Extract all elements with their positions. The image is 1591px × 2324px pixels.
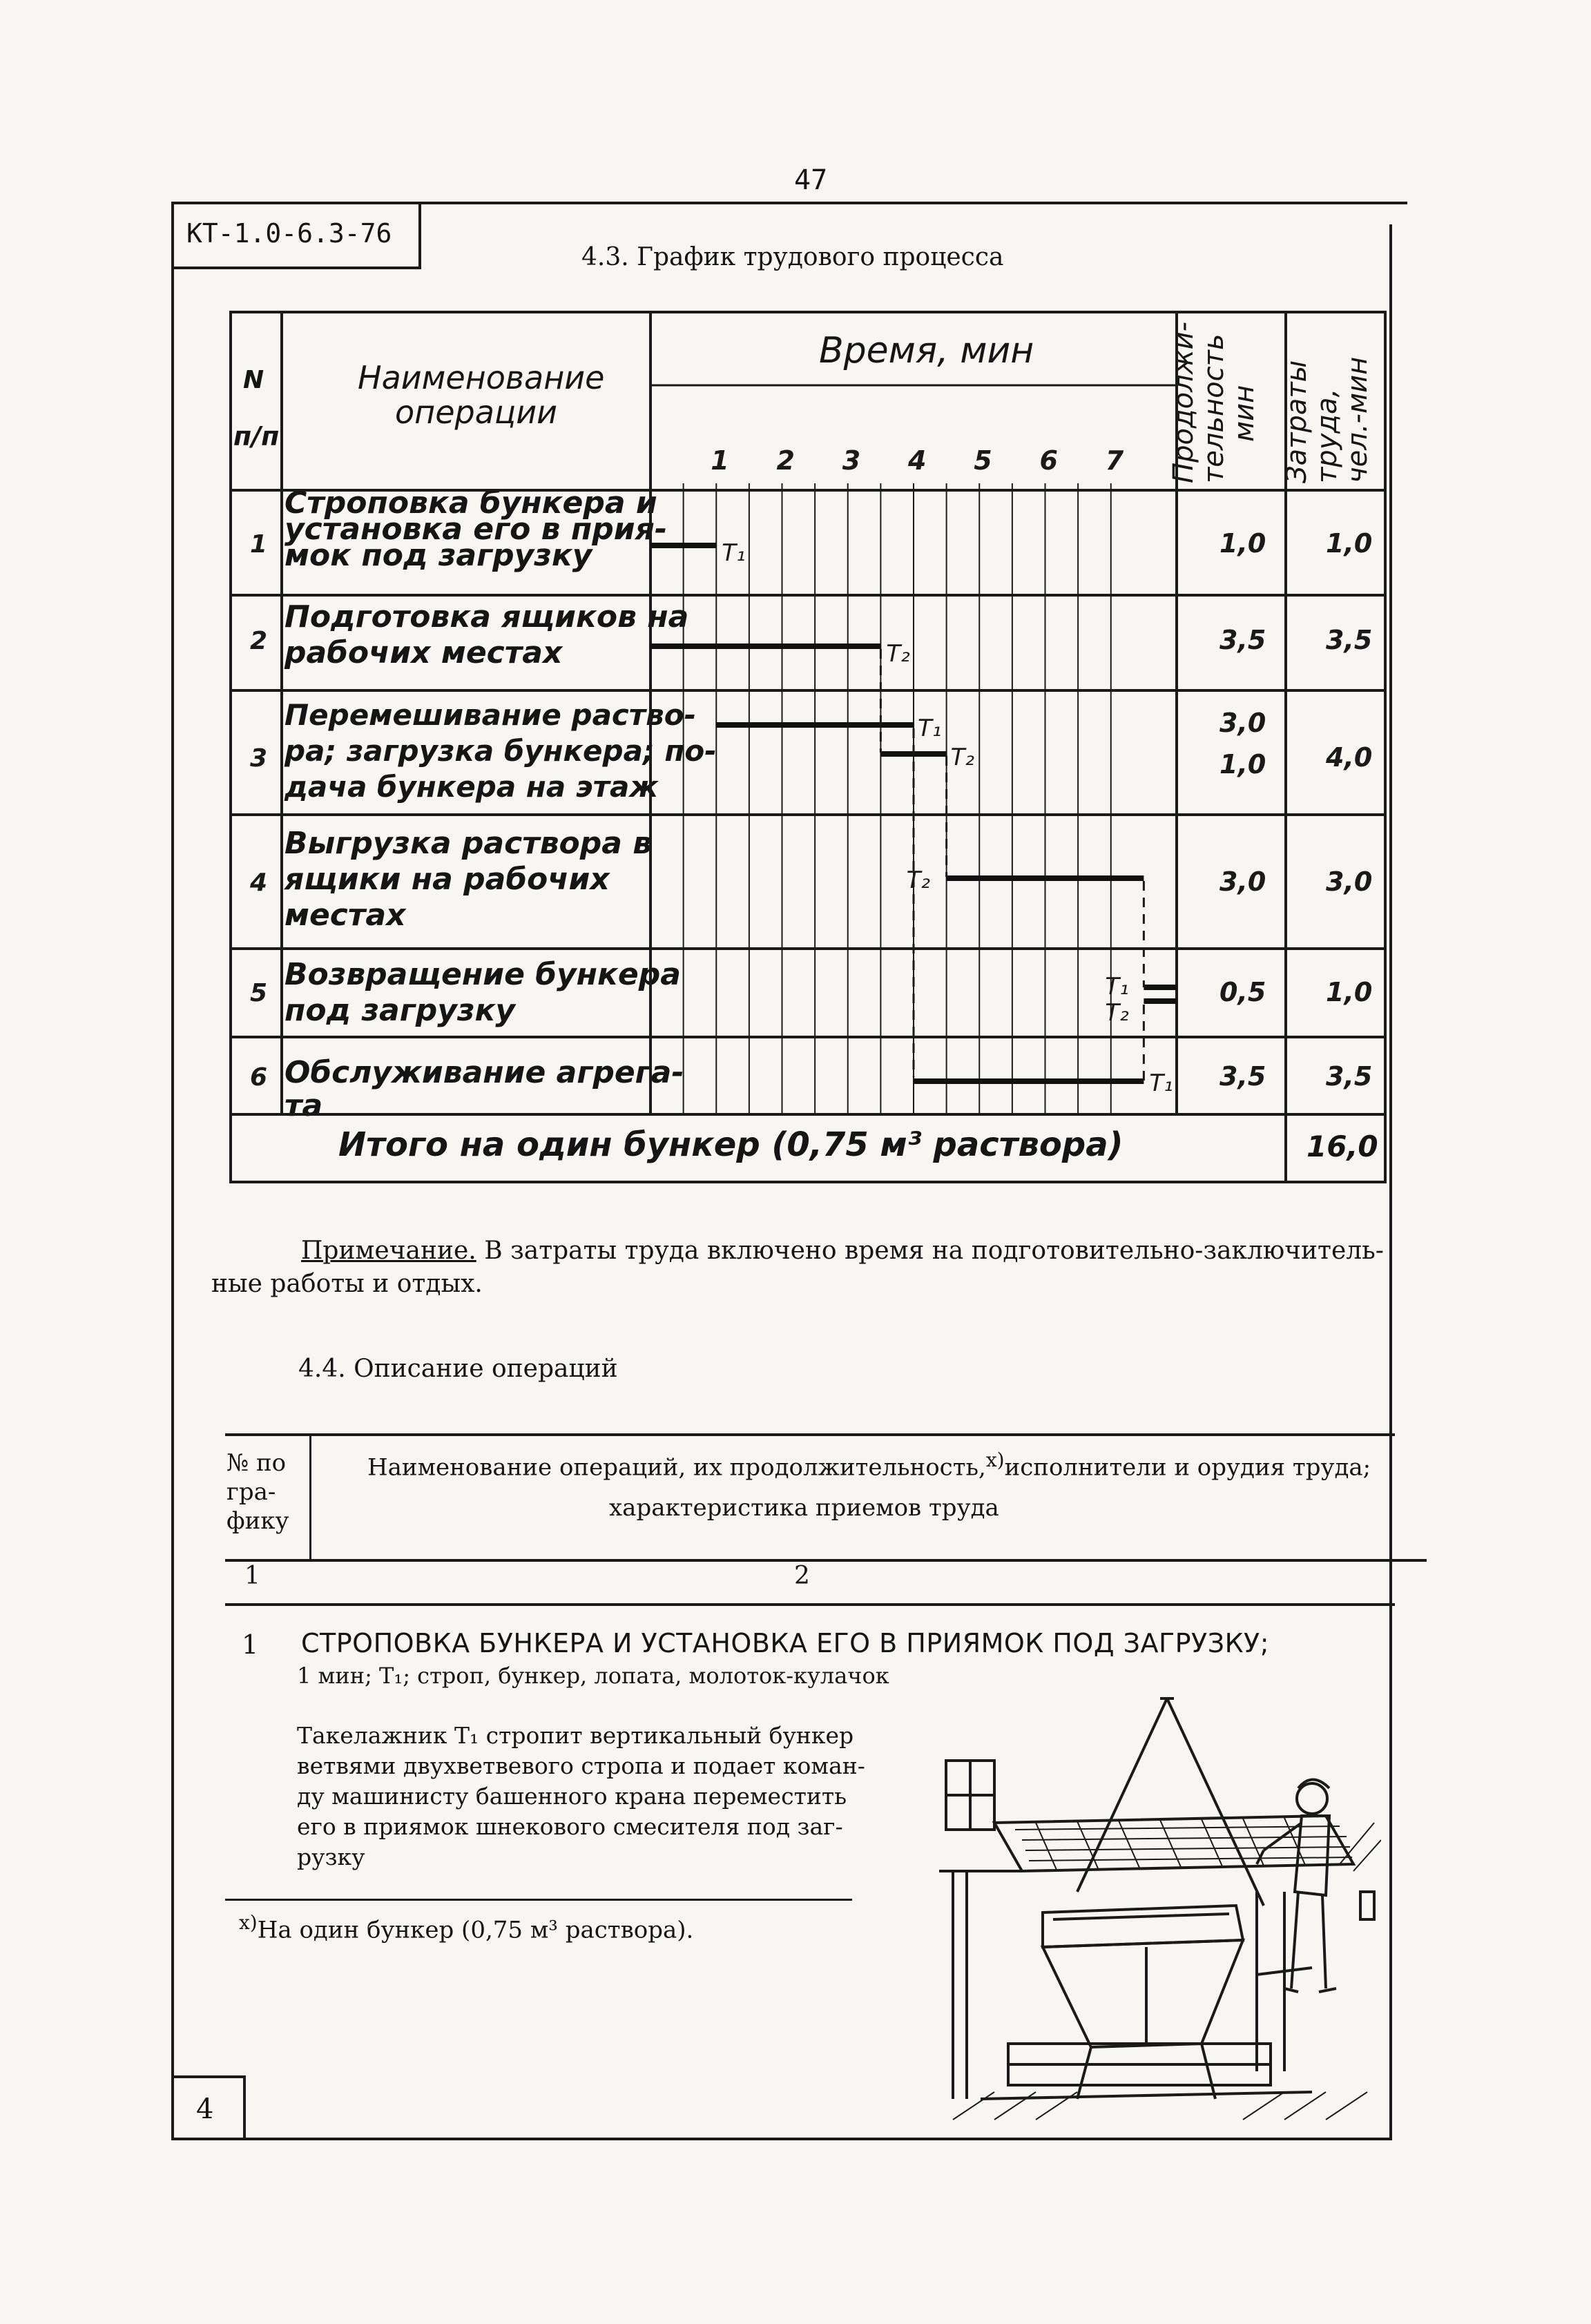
row-1-labor: 1,0: [1326, 528, 1373, 559]
row-3-duration-1: 1,0: [1219, 749, 1266, 779]
row-6-duration-0: 3,5: [1219, 1061, 1266, 1092]
op1-subtitle: 1 мин; T₁; строп, бункер, лопата, молоток-кулачок: [297, 1663, 889, 1689]
section-44-title: 4.4. Описание операций: [298, 1355, 618, 1383]
row-1-duration-0: 1,0: [1219, 528, 1266, 559]
frame-bottom: [171, 2138, 1392, 2140]
op1-description-l2: ветвями двухветвевого стропа и подает коман-: [297, 1752, 865, 1779]
time-tick-4: 4: [908, 445, 927, 476]
row-3-name-l1: Перемешивание раство-: [285, 698, 697, 732]
row-4-duration-0: 3,0: [1219, 866, 1266, 897]
op1-title: СТРОПОВКА БУНКЕРА И УСТАНОВКА ЕГО В ПРИЯМОК ПОД ЗАГРУЗКУ;: [301, 1628, 1270, 1658]
footnote-separator: [225, 1899, 852, 1901]
header-time: Время, мин: [819, 330, 1034, 371]
desc-col-number-1: 1: [244, 1562, 260, 1590]
row-4-name-l2: ящики на рабочих: [285, 862, 610, 897]
desc-col1-header-l2: гра-: [226, 1478, 276, 1506]
header-name-2: операции: [395, 394, 558, 431]
row-2-duration-0: 3,5: [1219, 625, 1266, 655]
page-number: 47: [794, 164, 828, 196]
row-4-number: 4: [250, 869, 268, 897]
total-label: Итого на один бункер (0,75 м³ раствора): [338, 1125, 1124, 1164]
op1-description: [297, 1721, 865, 1872]
op1-description-l4: его в приямок шнекового смесителя под заг-: [297, 1813, 843, 1840]
row-3-number: 3: [250, 744, 268, 773]
total-value: 16,0: [1306, 1130, 1378, 1163]
desc-col1-header-l1: № по: [226, 1449, 287, 1477]
row-4-labor: 3,0: [1326, 866, 1373, 897]
worker-label-r3b: T₂: [950, 744, 975, 771]
time-tick-5: 5: [974, 445, 992, 476]
worker-label-r5b: T₂: [1105, 999, 1129, 1027]
header-duration-1: Продолжи-: [1168, 321, 1199, 483]
header-labor-1: Затраты: [1281, 360, 1313, 483]
time-tick-2: 2: [776, 445, 795, 476]
time-tick-6: 6: [1039, 445, 1058, 476]
worker-label-r4: T₂: [906, 866, 931, 894]
row-6-name-l2: та: [285, 1088, 323, 1123]
time-tick-7: 7: [1105, 445, 1124, 476]
worker-label-r2: T₂: [886, 640, 910, 668]
desc-col2-header-l1b: исполнители и орудия труда;: [1004, 1453, 1371, 1482]
desc-table-top-line: [225, 1433, 1395, 1436]
row-5-number: 5: [250, 979, 268, 1007]
op1-number: 1: [242, 1629, 259, 1660]
worker-label-r3a: T₁: [918, 715, 942, 742]
worker-label-r6: T₁: [1149, 1069, 1173, 1097]
note-line-2: ные работы и отдых.: [211, 1270, 483, 1298]
op1-description-l5: рузку: [297, 1843, 365, 1870]
row-5-name-l1: Возвращение бункера: [285, 957, 681, 992]
time-tick-3: 3: [842, 445, 861, 476]
footnote: [239, 1911, 693, 1944]
note-line-1: В затраты труда включено время на подготовительно-заключитель-: [476, 1237, 1384, 1265]
row-1-name-l2: установка его в прия-: [285, 512, 668, 547]
row-5-duration-0: 0,5: [1219, 977, 1266, 1007]
row-2-number: 2: [250, 627, 268, 655]
document-code: КТ-1.0-6.3-76: [186, 218, 392, 249]
op1-description-l3: ду машинисту башенного крана переместить: [297, 1783, 847, 1810]
row-6-number: 6: [250, 1063, 268, 1092]
row-2-name-l2: рабочих местах: [285, 635, 563, 670]
section-43-title: 4.3. График трудового процесса: [581, 243, 1004, 271]
bunker-slinging-illustration: [939, 1685, 1381, 2127]
row-5-labor: 1,0: [1326, 977, 1373, 1007]
header-labor-2: труда,: [1311, 388, 1343, 483]
note: [211, 1234, 1399, 1301]
header-labor-3: чел.-мин: [1342, 356, 1373, 483]
row-3-labor: 4,0: [1326, 742, 1373, 773]
footnote-sup: x): [239, 1911, 258, 1934]
row-2-name-l1: Подготовка ящиков на: [285, 599, 689, 635]
corner-number-box: [171, 2075, 246, 2140]
row-3-duration-0: 3,0: [1219, 708, 1266, 738]
desc-col2-header-l1: Наименование операций, их продолжительность,: [367, 1453, 986, 1482]
row-1-name-l1: Строповка бункера и: [285, 485, 657, 521]
desc-table-col-divider: [309, 1436, 311, 1559]
desc-col-number-2: 2: [794, 1562, 810, 1590]
desc-col2-header-2: характеристика приемов труда: [609, 1494, 999, 1522]
row-3-name-l3: дача бункера на этаж: [285, 770, 659, 804]
desc-table-numbers-line: [225, 1603, 1395, 1606]
desc-col1-header-l3: фику: [226, 1507, 289, 1535]
row-1-number: 1: [250, 530, 268, 559]
corner-number: 4: [196, 2093, 214, 2125]
desc-col1-header: [226, 1449, 289, 1536]
footnote-text: На один бункер (0,75 м³ раствора).: [257, 1916, 694, 1944]
header-duration-2: тельность: [1198, 333, 1230, 483]
header-num-n: N: [243, 366, 264, 394]
row-4-name-l3: местах: [285, 898, 406, 933]
desc-col2-header-sup: x): [985, 1449, 1005, 1471]
row-4-name-l1: Выгрузка раствора в: [285, 826, 653, 861]
worker-label-r5a: T₁: [1105, 973, 1129, 1000]
row-2-labor: 3,5: [1326, 625, 1373, 655]
row-5-name-l2: под загрузку: [285, 993, 516, 1028]
header-duration-3: мин: [1228, 385, 1260, 442]
row-3-name-l2: ра; загрузка бункера; по-: [285, 734, 717, 768]
row-6-labor: 3,5: [1326, 1061, 1373, 1092]
header-name-1: Наименование: [358, 359, 605, 396]
note-label: Примечание.: [301, 1237, 476, 1265]
worker-label-r1: T₁: [722, 539, 746, 567]
op1-description-l1: Такелажник T₁ стропит вертикальный бункер: [297, 1722, 854, 1749]
row-1-name-l3: мок под загрузку: [285, 538, 592, 573]
header-num-pp: п/п: [233, 421, 280, 452]
desc-table-header-line: [225, 1559, 1427, 1562]
time-tick-1: 1: [711, 445, 729, 476]
row-6-name-l1: Обслуживание агрега-: [285, 1055, 684, 1090]
desc-col2-header: [367, 1449, 1371, 1481]
